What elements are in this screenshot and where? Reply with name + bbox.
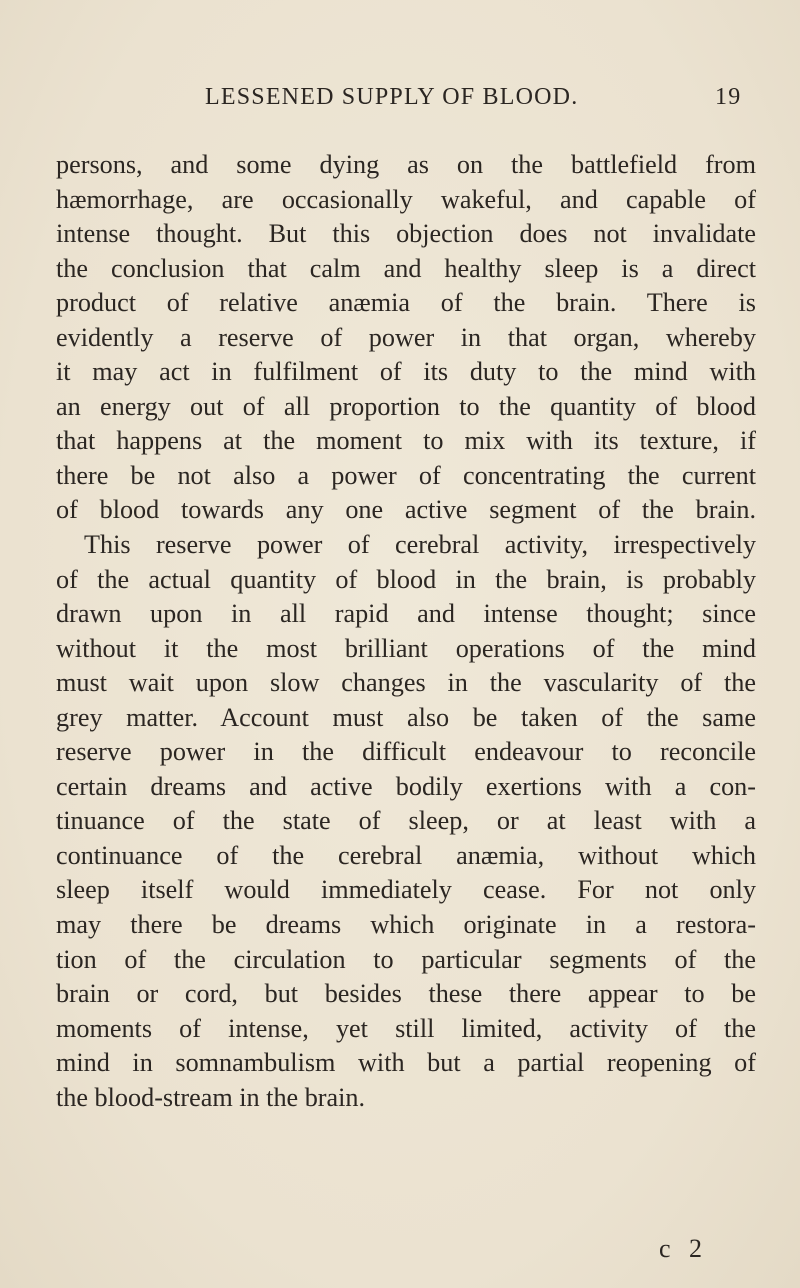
text-line: brain or cord, but besides these there appear to be — [56, 979, 756, 1009]
text-line: that happens at the moment to mix with its texture, if — [56, 426, 756, 456]
signature-mark: c 2 — [659, 1234, 709, 1263]
text-line: sleep itself would immediately cease. For not only — [56, 875, 756, 905]
text-line: drawn upon in all rapid and intense thought; since — [56, 599, 756, 629]
text-line: must wait upon slow changes in the vascularity of the — [56, 668, 756, 698]
text-line: of the actual quantity of blood in the brain, is probably — [56, 564, 756, 594]
text-line: intense thought. But this objection does not invalidate — [56, 219, 756, 249]
text-line: it may act in fulfilment of its duty to the mind with — [56, 357, 756, 387]
text-line: continuance of the cerebral anæmia, without which — [56, 840, 756, 870]
text-line: an energy out of all proportion to the quantity of blood — [56, 391, 756, 421]
text-line: tinuance of the state of sleep, or at least with a — [56, 806, 756, 836]
text-line: evidently a reserve of power in that organ, whereby — [56, 322, 756, 352]
text-line: may there be dreams which originate in a restora- — [56, 910, 756, 940]
text-line: mind in somnambulism with but a partial reopening of — [56, 1048, 756, 1078]
text-line: without it the most brilliant operations of the mind — [56, 633, 756, 663]
text-line: the blood-stream in the brain. — [56, 1082, 366, 1112]
text-line: there be not also a power of concentrating the current — [56, 460, 756, 490]
running-head — [0, 84, 800, 118]
text-line: reserve power in the difficult endeavour to reconcile — [56, 737, 756, 767]
text-line: certain dreams and active bodily exertions with a con- — [56, 771, 756, 801]
page-number: 19 — [715, 84, 742, 110]
text-line: of blood towards any one active segment of the brain. — [56, 495, 756, 525]
text-line: product of relative anæmia of the brain. There is — [56, 288, 756, 318]
text-line: tion of the circulation to particular segments of the — [56, 944, 756, 974]
text-line: grey matter. Account must also be taken of the same — [56, 702, 756, 732]
text-line: persons, and some dying as on the battlefield from — [56, 150, 756, 179]
text-line: This reserve power of cerebral activity, irrespectively — [84, 530, 756, 560]
body-text — [56, 148, 756, 1115]
running-head-title: LESSENED SUPPLY OF BLOOD. — [205, 84, 579, 110]
text-line: the conclusion that calm and healthy sleep is a direct — [56, 253, 756, 283]
text-line: moments of intense, yet still limited, activity of the — [56, 1013, 756, 1043]
text-line: hæmorrhage, are occasionally wakeful, and capable of — [56, 184, 756, 214]
